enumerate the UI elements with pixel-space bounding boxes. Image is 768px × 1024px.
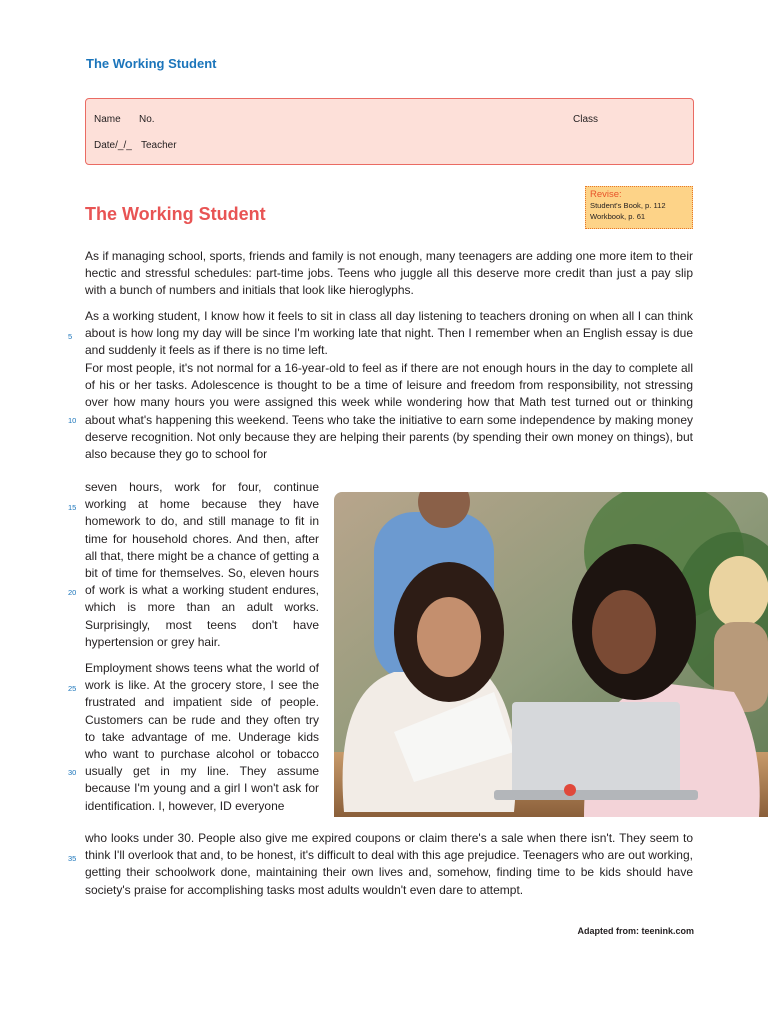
class-label: Class — [573, 114, 599, 125]
number-label: No. — [139, 114, 155, 125]
source-label: Adapted from: — [577, 926, 639, 936]
line-number-25: 25 — [68, 684, 77, 693]
revise-title: Revise: — [590, 189, 622, 200]
date-label: Date/_/_ — [94, 140, 132, 151]
article-title: The Working Student — [85, 204, 266, 224]
line-number-35: 35 — [68, 854, 77, 863]
paragraph-6: who looks under 30. People also give me expired coupons or claim there's a sale when there isn't. They seem to think I'll overlook that and, to be honest, it's difficult to deal with this age prejudice. Teenagers who are out working, getting their schoolwork done, maintaining their own lives and, somehow, finding time to be kids should have society's praise for accomplishing tasks most adults wouldn't even dare to attempt. — [85, 831, 693, 897]
paragraph-4: seven hours, work for four, continue working at home because they have homework to do, and still manage to fit in time for household chores. And then, after all that, there might be a chance of getting a bit of time for themselves. So, eleven hours of work is what a working student endures, which is more than an adult works. Surprisingly, most teens don't have hypertension or grey hair. — [85, 480, 319, 649]
name-label: Name — [94, 114, 121, 125]
paragraph-1: As if managing school, sports, friends and family is not enough, many teenagers are adding one more item to their hectic and stressful schedules: part-time jobs. Teens who juggle all this deserve more credit than just a pay slip with a bunch of numbers and initials that look like hieroglyphs. — [85, 249, 693, 298]
student-info-form — [85, 98, 694, 165]
line-number-10: 10 — [68, 416, 77, 425]
paragraph-5: Employment shows teens what the world of work is like. At the grocery store, I see the frustrated and impatient side of people. Customers can be rude and they often try to take advantage of me. Underage kids who want to purchase alcohol or tobacco usually get in my line. They assume because I'm young and a girl I won't ask for identification. I, however, ID everyone — [85, 661, 319, 813]
worksheet-header-title: The Working Student — [86, 56, 217, 71]
line-number-15: 15 — [68, 503, 77, 512]
line-number-20: 20 — [68, 588, 77, 597]
students-with-laptop-photo — [334, 492, 768, 817]
teacher-label: Teacher — [141, 140, 177, 151]
source-site: teenink.com — [641, 926, 694, 936]
revise-note — [585, 186, 693, 229]
paragraph-2: As a working student, I know how it feels to sit in class all day listening to teachers droning on when all I can think about is how long my day will be since I'm working late that night. Then I remember when an English essay is due and suddenly it feels as if there is no time left. — [85, 309, 693, 358]
source-credit — [577, 926, 694, 936]
revise-workbook-ref: Workbook, p. 61 — [590, 212, 646, 221]
revise-students-book-ref: Student's Book, p. 112 — [590, 201, 666, 210]
paragraph-3: For most people, it's not normal for a 16-year-old to feel as if there are not enough hours in the day to complete all of his or her tasks. Adolescence is thought to be a time of leisure and freedom from responsibility, not stressing over how many hours you were assigned this week while wondering how that Math test turned out or thinking about what's happening this weekend. Teens who take the initiative to earn some independence by making money deserve recognition. Not only because they are helping their parents (by spending their own money on things), but also because they go to school for — [85, 361, 693, 462]
line-number-5: 5 — [68, 332, 73, 341]
line-number-30: 30 — [68, 768, 77, 777]
